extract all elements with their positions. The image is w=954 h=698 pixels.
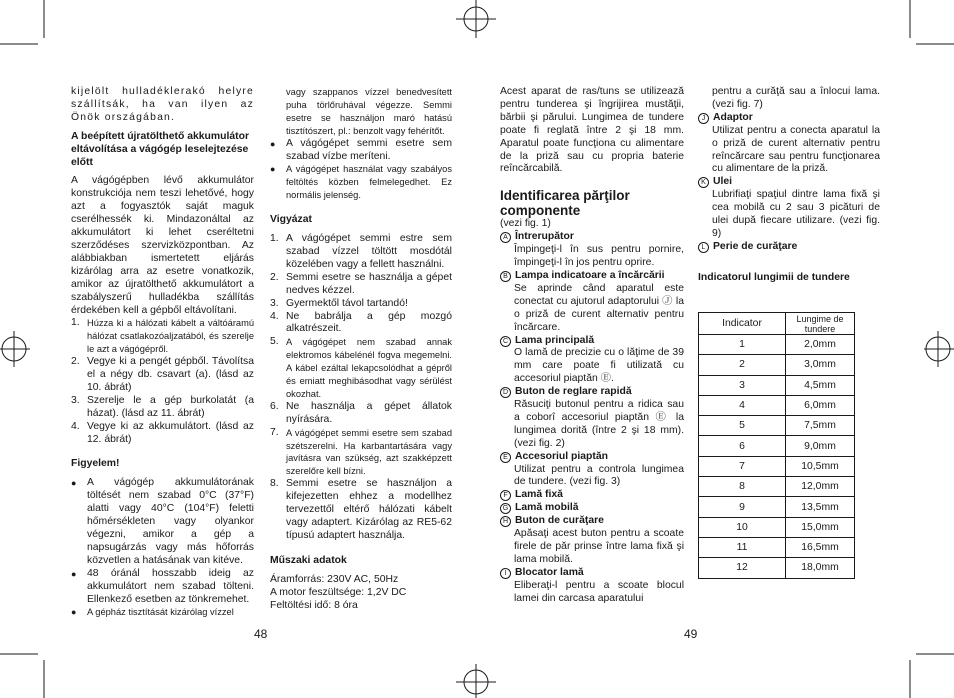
- spec-heading: Műszaki adatok: [270, 554, 347, 566]
- spec-list: [270, 574, 452, 613]
- cleaning-continuation: vagy szappanos vízzel benedvesített puha törlőruhával végezze. Semmi esetre se használjon maró hatású tisztítószert, pl.: benzolt vagy fehérítőt.: [286, 87, 452, 136]
- section-heading: A beépített újratölthető akkumulátor eltávolítása a vágógép leselejtezése előtt: [71, 130, 250, 168]
- part-item: [698, 112, 880, 177]
- intro-text-ro: Acest aparat de ras/tuns se utilizează pentru tunderea şi îngrijirea mustăţii, bărbii şi părului. Lungimea de tundere poate fi reglată între 2 şi 18 mm. Aparatul poate funcţiona cu alimentare de la priză sau cu propria baterie reîncărcabilă.: [500, 86, 684, 175]
- part-letter-icon: K: [698, 177, 709, 188]
- part-header: [698, 112, 880, 125]
- column-2: [270, 86, 452, 612]
- caution-step-text: Ne használja a gépet állatok nyírására.: [286, 400, 452, 425]
- bullet-icon: ●: [71, 607, 77, 618]
- table-row: [699, 558, 855, 578]
- caution-step-text: A vágógépet semmi esetre sem szabad szétszerelni. Ha karbantartására vagy javításra van szükség, azt szakképzett szerelőre kell bízni.: [286, 427, 452, 477]
- table-cell: 9: [699, 497, 786, 517]
- table-cell: 3,0mm: [786, 355, 855, 375]
- table-cell: 10,5mm: [786, 456, 855, 476]
- table-header-row: [699, 313, 855, 335]
- table-cell: 6: [699, 436, 786, 456]
- bullet-icon: ●: [270, 164, 276, 175]
- caution-step-number: 7.: [270, 426, 279, 438]
- fig-reference: (vezi fig. 1): [500, 218, 551, 230]
- part-header: [500, 270, 684, 283]
- care-bullet-text: A vágógépet semmi esetre sem szabad vízbe meríteni.: [286, 137, 452, 162]
- warning-bullet-text: 48 óránál hosszabb ideig az akkumulátort nem szabad tölteni. Ellenkező esetben az tönkremehet.: [87, 567, 254, 605]
- part-item: [500, 386, 684, 451]
- page-number-left: 48: [254, 627, 268, 641]
- part-name: Perie de curăţare: [713, 240, 798, 252]
- bullet-icon: ●: [71, 568, 77, 579]
- part-description: Lubrifiaţi spaţiul dintre lama fixă şi cea mobilă cu 2 sau 3 picături de ulei după fiecare utilizare. (vezi fig. 9): [712, 189, 880, 239]
- part-item: [500, 231, 684, 270]
- intro-text: kijelölt hulladéklerakó helyre szállítsák, ha van ilyen az Önök országában.: [71, 86, 254, 123]
- table-row: [699, 537, 855, 557]
- part-description: Utilizat pentru a controla lungimea de tundere. (vezi fig. 3): [514, 463, 684, 488]
- removal-step-number: 3.: [71, 394, 80, 406]
- battery-paragraph: A vágógépben lévő akkumulátor konstrukciója nem teszi lehetővé, hogy azt a fogyasztók saját maguk cserélhessék ki. Mindazonáltal az akkumulátort ki lehet cseréltetni szerződéses szervizközpontban. Az alábbiakban ismertetett eljárás kizárólag arra az esetre vonatkozik, amikor az újratölthető akkumulátort a szabályszerű hulladékba szállítás érdekében kell a gépből eltávolítani.: [71, 175, 254, 316]
- table-row: [699, 497, 855, 517]
- caution-step-text: A vágógépet nem szabad annak elektromos kábelénél fogva megemelni. A kábel ezáltal lekapcsolódhat a gépről és emiatt meghibásodhat vagy sérülést okozhat.: [286, 337, 452, 399]
- part-header: [500, 451, 684, 464]
- table-row: [699, 477, 855, 497]
- removal-step-text: Vegye ki az akkumulátort. (lásd az 12. ábrát): [87, 420, 254, 445]
- table-row: [699, 335, 855, 355]
- table-row: [699, 416, 855, 436]
- table-cell: 18,0mm: [786, 558, 855, 578]
- part-item: [500, 502, 684, 515]
- part-header: [500, 386, 684, 399]
- warning-bullets: [71, 477, 254, 619]
- part-item: [698, 176, 880, 241]
- table-cell: 16,5mm: [786, 537, 855, 557]
- table-cell: 11: [699, 537, 786, 557]
- part-name: Buton de curăţare: [515, 515, 604, 527]
- removal-step: [71, 317, 254, 356]
- removal-step-number: 4.: [71, 420, 80, 432]
- part-name: Accesoriul piaptăn: [515, 450, 608, 462]
- blade-lock-continuation: pentru a curăţă sau a înlocui lama. (vezi fig. 7): [712, 86, 880, 110]
- warning-bullet-text: A gépház tisztítását kizárólag vízzel: [87, 607, 234, 618]
- column-3: [500, 86, 684, 606]
- table-cell: 10: [699, 517, 786, 537]
- part-description: Se aprinde când aparatul este conectat cu ajutorul adaptorului Ⓙ la o priză de curent alternativ pentru încărcare.: [514, 282, 684, 333]
- part-header: [500, 567, 684, 580]
- caution-step-text: Semmi esetre se használja a gépet nedves kézzel.: [286, 271, 452, 296]
- table-cell: 12: [699, 558, 786, 578]
- caution-step-number: 4.: [270, 310, 279, 322]
- part-letter-icon: E: [500, 452, 511, 463]
- caution-step: [270, 311, 452, 337]
- caution-step-number: 6.: [270, 400, 279, 412]
- spec-line: Feltöltési idő: 8 óra: [270, 599, 358, 611]
- spec-line: A motor feszültsége: 1,2V DC: [270, 586, 407, 598]
- part-header: [500, 502, 684, 515]
- care-bullets: [270, 138, 452, 203]
- caution-step-text: Ne babrálja a gép mozgó alkatrészeit.: [286, 310, 452, 335]
- warning-bullet-text: A vágógép akkumulátorának töltését nem szabad 0°C (37°F) alatti vagy 40°C (104°F) feletti hőmérsékleten vagy olyankor végezni, amikor a gép a napsugárzás vagy más hőforrás közvetlen a hatásának van kitéve.: [87, 477, 254, 566]
- removal-step: [71, 395, 254, 421]
- table-cell: 13,5mm: [786, 497, 855, 517]
- part-header: [698, 176, 880, 189]
- table-cell: 3: [699, 375, 786, 395]
- caution-step: [270, 336, 452, 401]
- column-1: [71, 86, 254, 619]
- spec-line: Áramforrás: 230V AC, 50Hz: [270, 573, 399, 585]
- part-letter-icon: H: [500, 516, 511, 527]
- column-4: [698, 86, 880, 285]
- caution-step: [270, 401, 452, 427]
- caution-step: [270, 298, 452, 311]
- table-row: [699, 355, 855, 375]
- caution-step: [270, 427, 452, 479]
- part-name: Blocator lamă: [515, 566, 584, 578]
- part-header: [500, 231, 684, 244]
- caution-step-text: A vágógépet semmi estre sem szabad vízzel töltött mosdótál közelében vagy a fellett használni.: [286, 233, 452, 270]
- caution-step-number: 8.: [270, 478, 279, 490]
- warning-bullet: [71, 477, 254, 567]
- part-item: [500, 489, 684, 502]
- warning-bullet: [71, 606, 254, 619]
- part-description: Împingeţi-l în sus pentru pornire, împingeţi-l în jos pentru oprire.: [514, 244, 684, 269]
- part-item: [698, 241, 880, 254]
- part-letter-icon: G: [500, 503, 511, 514]
- page-number-right: 49: [684, 627, 698, 641]
- caution-step: [270, 233, 452, 272]
- table-cell: 7,5mm: [786, 416, 855, 436]
- table-cell: 2: [699, 355, 786, 375]
- table-cell: 15,0mm: [786, 517, 855, 537]
- table-cell: 4: [699, 395, 786, 415]
- warning-heading: Figyelem!: [71, 458, 120, 470]
- caution-step: [270, 272, 452, 298]
- table-header-cell: Indicator: [699, 313, 786, 335]
- part-name: Lamă fixă: [515, 489, 563, 501]
- part-name: Lampa indicatoare a încărcării: [515, 269, 665, 281]
- part-header: [500, 335, 684, 348]
- table-cell: 4,5mm: [786, 375, 855, 395]
- table-row: [699, 375, 855, 395]
- table-cell: 1: [699, 335, 786, 355]
- part-description: Eliberaţi-l pentru a scoate blocul lamei din carcasa aparatului: [514, 579, 684, 604]
- bullet-icon: ●: [270, 138, 276, 149]
- table-cell: 8: [699, 477, 786, 497]
- part-description: Răsuciţi butonul pentru a ridica sau a coborî accesoriul piaptăn Ⓔ la lungimea dorită (între 2 şi 18 mm). (vezi fig. 2): [514, 399, 684, 449]
- removal-step-number: 2.: [71, 356, 80, 368]
- part-letter-icon: A: [500, 232, 511, 243]
- caution-step-number: 1.: [270, 233, 279, 245]
- caution-step-number: 2.: [270, 271, 279, 283]
- care-bullet-text: A vágógépet használat vagy szabályos feltöltés közben felmelegedhet. Ez normális jelenség.: [286, 164, 452, 201]
- part-name: Buton de reglare rapidă: [515, 386, 632, 398]
- part-description: Utilizat pentru a conecta aparatul la o priză de curent alternativ pentru reîncărcare sau pentru funcţionarea cu alimentare de la priză.: [712, 124, 880, 175]
- part-name: Ulei: [713, 176, 733, 188]
- parts-list-cont: [698, 112, 880, 254]
- part-name: Adaptor: [713, 111, 753, 123]
- removal-step-text: Húzza ki a hálózati kábelt a váltóáramú hálózat csatlakozóaljzatából, és szerelje le azt a vágógépről.: [87, 318, 254, 355]
- warning-bullet: [71, 568, 254, 607]
- caution-step-number: 3.: [270, 297, 279, 309]
- part-letter-icon: L: [698, 242, 709, 253]
- part-letter-icon: B: [500, 271, 511, 282]
- part-description: Apăsaţi acest buton pentru a scoate firele de păr prinse între lama fixă şi lama mobilă.: [514, 528, 684, 565]
- part-header: [500, 489, 684, 502]
- table-cell: 6,0mm: [786, 395, 855, 415]
- table-cell: 5: [699, 416, 786, 436]
- table-cell: 9,0mm: [786, 436, 855, 456]
- removal-step-number: 1.: [71, 317, 80, 329]
- caution-step-number: 5.: [270, 336, 279, 348]
- part-letter-icon: I: [500, 568, 511, 579]
- part-name: Întrerupător: [515, 231, 574, 243]
- table-cell: 7: [699, 456, 786, 476]
- table-row: [699, 395, 855, 415]
- removal-steps: [71, 317, 254, 446]
- caution-step-text: Gyermektől távol tartandó!: [286, 297, 408, 309]
- cutting-length-table: [698, 312, 855, 579]
- part-item: [500, 335, 684, 387]
- part-header: [500, 515, 684, 528]
- table-row: [699, 456, 855, 476]
- table-heading: Indicatorul lungimii de tundere: [698, 271, 850, 283]
- caution-heading: Vigyázat: [270, 214, 312, 226]
- removal-step-text: Vegye ki a pengét gépből. Távolítsa el a négy db. csavart (a). (lásd az 10. ábrát): [87, 356, 254, 393]
- part-item: [500, 515, 684, 567]
- part-name: Lama principală: [515, 334, 595, 346]
- part-letter-icon: J: [698, 113, 709, 124]
- parts-list: [500, 231, 684, 605]
- part-letter-icon: D: [500, 387, 511, 398]
- part-letter-icon: F: [500, 490, 511, 501]
- part-item: [500, 567, 684, 606]
- care-bullet: [270, 138, 452, 164]
- part-item: [500, 451, 684, 490]
- part-description: O lamă de precizie cu o lăţime de 39 mm care poate fi utilizată cu accesoriul piaptăn Ⓔ.: [514, 347, 684, 385]
- table-row: [699, 436, 855, 456]
- table-cell: 12,0mm: [786, 477, 855, 497]
- part-letter-icon: C: [500, 336, 511, 347]
- part-name: Lamă mobilă: [515, 502, 579, 514]
- bullet-icon: ●: [71, 478, 77, 489]
- removal-step: [71, 356, 254, 395]
- table-cell: 2,0mm: [786, 335, 855, 355]
- part-item: [500, 270, 684, 335]
- removal-step: [71, 421, 254, 447]
- care-bullet: [270, 163, 452, 202]
- part-header: [698, 241, 880, 254]
- table-row: [699, 517, 855, 537]
- caution-steps: [270, 233, 452, 543]
- caution-step-text: Semmi esetre se használjon a kifejezetten ehhez a modellhez tervezettől eltérő hálózati kábelt vagy adaptert. Kizárólag az RE5-62 típusú adaptert használja.: [286, 478, 452, 541]
- parts-heading: Identificarea părţilor componente: [500, 188, 630, 219]
- table-header-cell: Lungime de tundere: [786, 313, 855, 335]
- removal-step-text: Szerelje le a gép burkolatát (a házat). (lásd az 11. ábrát): [87, 394, 254, 419]
- caution-step: [270, 478, 452, 543]
